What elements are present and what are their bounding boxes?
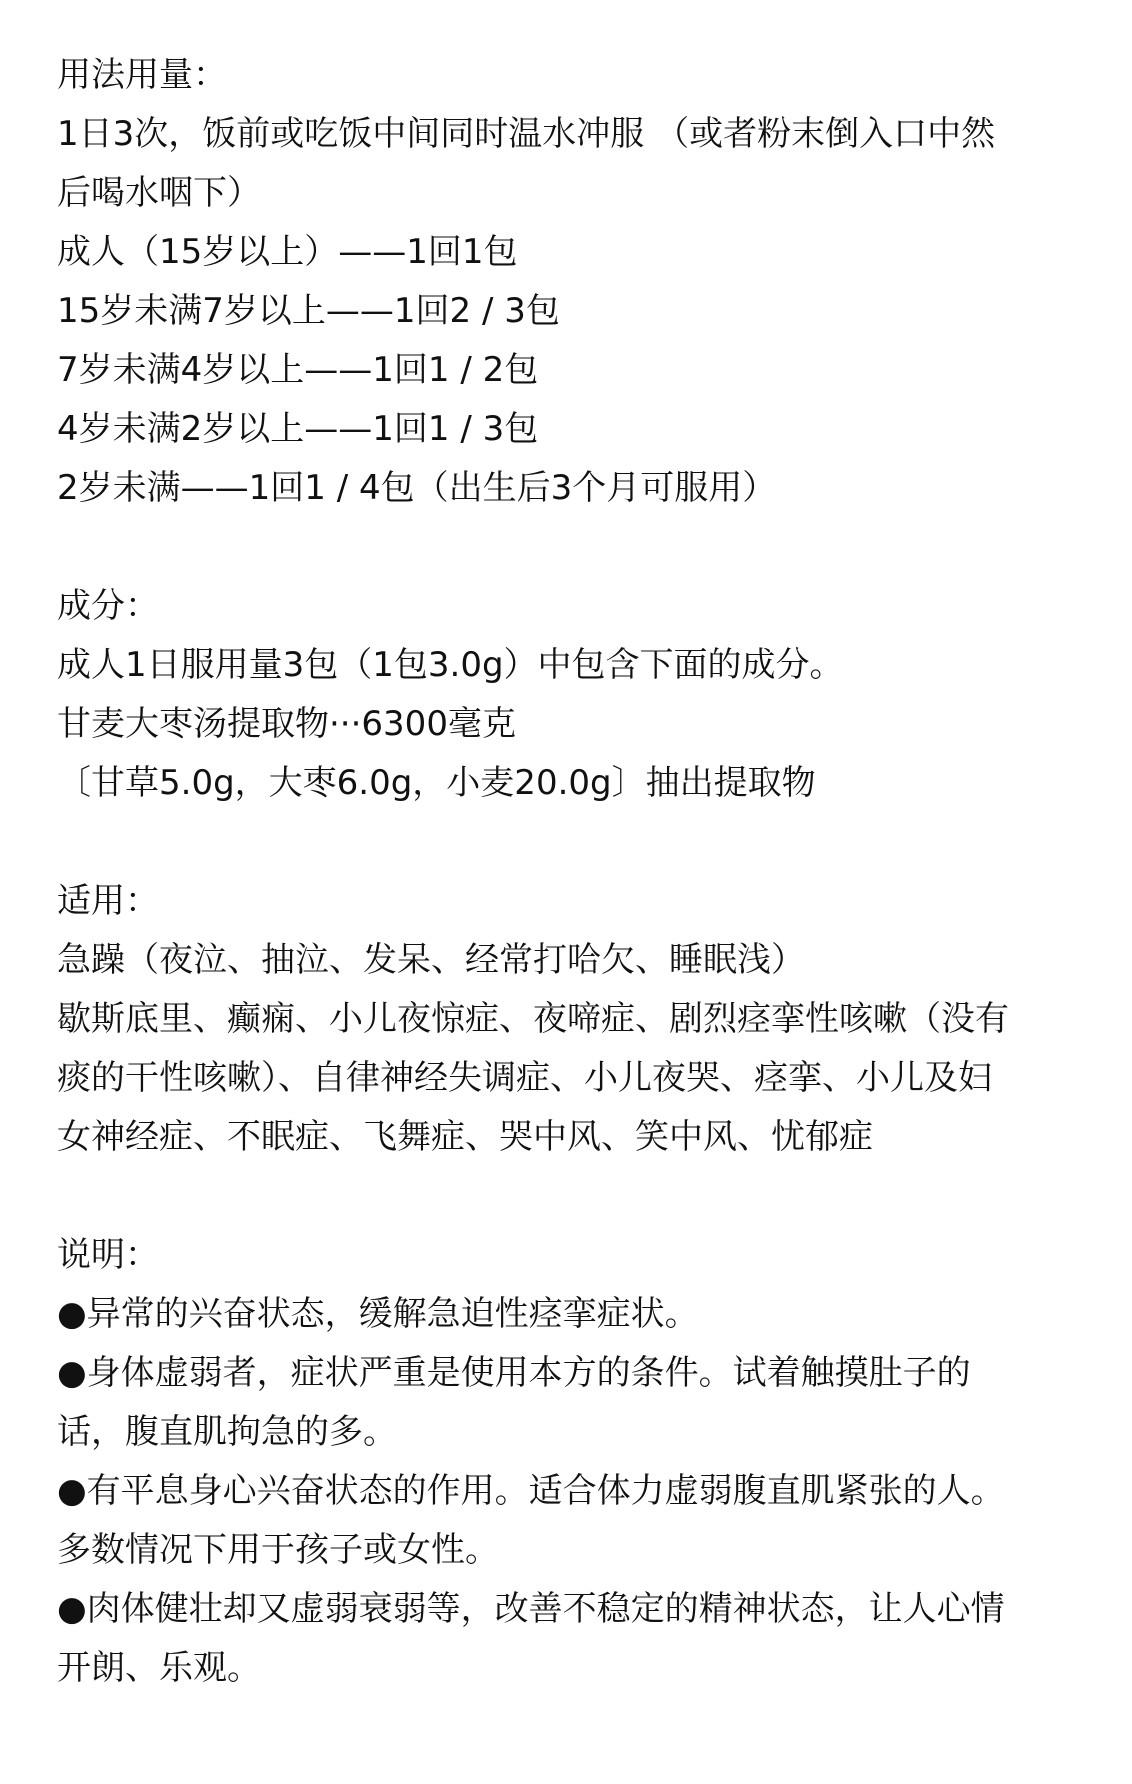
- section-usage-dosage: [57, 46, 1097, 518]
- text-line: 后喝水咽下）: [57, 173, 261, 213]
- bullet-line: ●肉体健壮却又虚弱衰弱等，改善不稳定的精神状态，让人心情: [57, 1589, 1005, 1629]
- text-line: 1日3次，饭前或吃饭中间同时温水冲服 （或者粉末倒入口中然: [57, 114, 996, 154]
- section-ingredients: [57, 577, 1097, 813]
- dosage-line: 7岁未满4岁以上——1回1 / 2包: [57, 350, 539, 390]
- dosage-line: 4岁未满2岁以上——1回1 / 3包: [57, 409, 539, 449]
- text-line: 甘麦大枣汤提取物···6300毫克: [57, 704, 516, 744]
- text-line: 〔甘草5.0g，大枣6.0g，小麦20.0g〕抽出提取物: [57, 763, 816, 803]
- text-line: 痰的干性咳嗽）、自律神经失调症、小儿夜哭、痉挛、小儿及妇: [57, 1058, 992, 1098]
- dosage-line: 15岁未满7岁以上——1回2 / 3包: [57, 291, 560, 331]
- bullet-line: ●异常的兴奋状态，缓解急迫性痉挛症状。: [57, 1294, 699, 1334]
- section-heading: 用法用量：: [57, 55, 227, 95]
- dosage-line: 2岁未满——1回1 / 4包（出生后3个月可服用）: [57, 468, 777, 508]
- text-line: 开朗、乐观。: [57, 1648, 261, 1688]
- text-line: 女神经症、不眠症、飞舞症、哭中风、笑中风、忧郁症: [57, 1117, 873, 1157]
- text-line: 话，腹直肌拘急的多。: [57, 1412, 397, 1452]
- text-line: 歇斯底里、癫痫、小儿夜惊症、夜啼症、剧烈痉挛性咳嗽（没有: [57, 999, 1009, 1039]
- section-heading: 说明：: [57, 1235, 159, 1275]
- section-description: [57, 1226, 1097, 1698]
- section-heading: 成分：: [57, 586, 159, 626]
- text-line: 急躁（夜泣、抽泣、发呆、经常打哈欠、睡眠浅）: [57, 940, 805, 980]
- text-line: 多数情况下用于孩子或女性。: [57, 1530, 499, 1570]
- document-body: [57, 46, 1097, 1698]
- bullet-line: ●有平息身心兴奋状态的作用。适合体力虚弱腹直肌紧张的人。: [57, 1471, 1005, 1511]
- bullet-line: ●身体虚弱者，症状严重是使用本方的条件。试着触摸肚子的: [57, 1353, 971, 1393]
- text-line: 成人1日服用量3包（1包3.0g）中包含下面的成分。: [57, 645, 844, 685]
- section-heading: 适用：: [57, 881, 159, 921]
- dosage-line: 成人（15岁以上）——1回1包: [57, 232, 518, 272]
- section-indications: [57, 872, 1097, 1167]
